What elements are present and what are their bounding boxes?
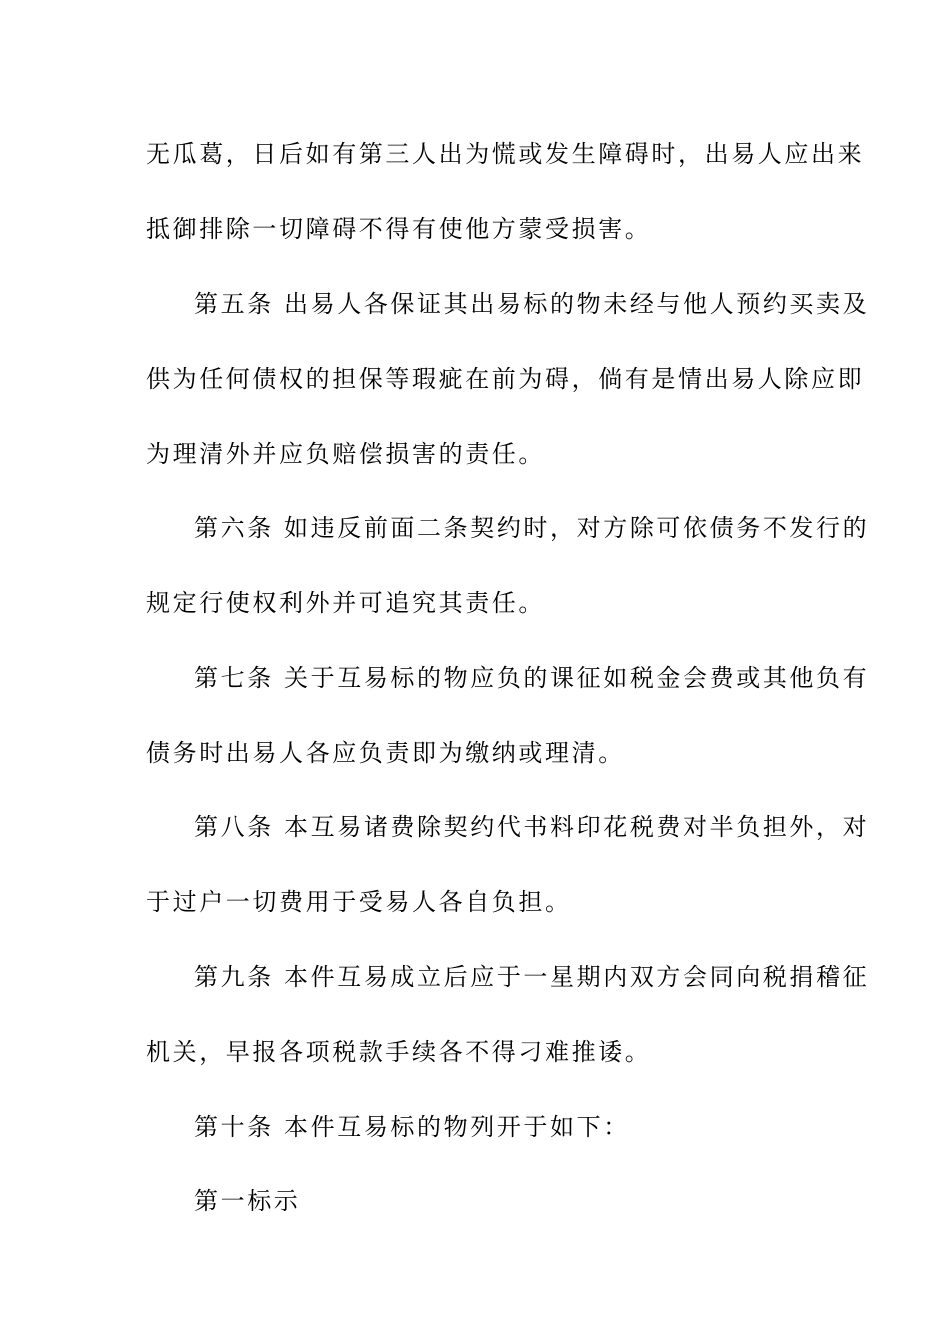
article-6-line: 第六条 如违反前面二条契约时，对方除可依债务不发行的 <box>194 514 870 542</box>
article-8-line: 第八条 本互易诸费除契约代书料印花税费对半负担外，对 <box>194 813 870 841</box>
text-line: 抵御排除一切障碍不得有使他方蒙受损害。 <box>146 215 652 243</box>
text-line: 供为任何债权的担保等瑕疵在前为碍，倘有是情出易人除应即 <box>146 365 865 393</box>
text-line: 为理清外并应负赔偿损害的责任。 <box>146 440 545 468</box>
text-line: 规定行使权利外并可追究其责任。 <box>146 589 545 617</box>
article-5-line: 第五条 出易人各保证其出易标的物未经与他人预约买卖及 <box>194 290 870 318</box>
text-line: 于过户一切费用于受易人各自负担。 <box>146 888 572 916</box>
article-7-line: 第七条 关于互易标的物应负的课征如税金会费或其他负有 <box>194 664 870 692</box>
article-9-line: 第九条 本件互易成立后应于一星期内双方会同向税捐稽征 <box>194 963 870 991</box>
text-line: 债务时出易人各应负责即为缴纳或理清。 <box>146 739 625 767</box>
section-heading: 第一标示 <box>194 1187 301 1215</box>
text-line: 机关，早报各项税款手续各不得刁难推诿。 <box>146 1038 652 1066</box>
article-10-line: 第十条 本件互易标的物列开于如下： <box>194 1113 630 1141</box>
text-line: 无瓜葛，日后如有第三人出为慌或发生障碍时，出易人应出来 <box>146 140 865 168</box>
